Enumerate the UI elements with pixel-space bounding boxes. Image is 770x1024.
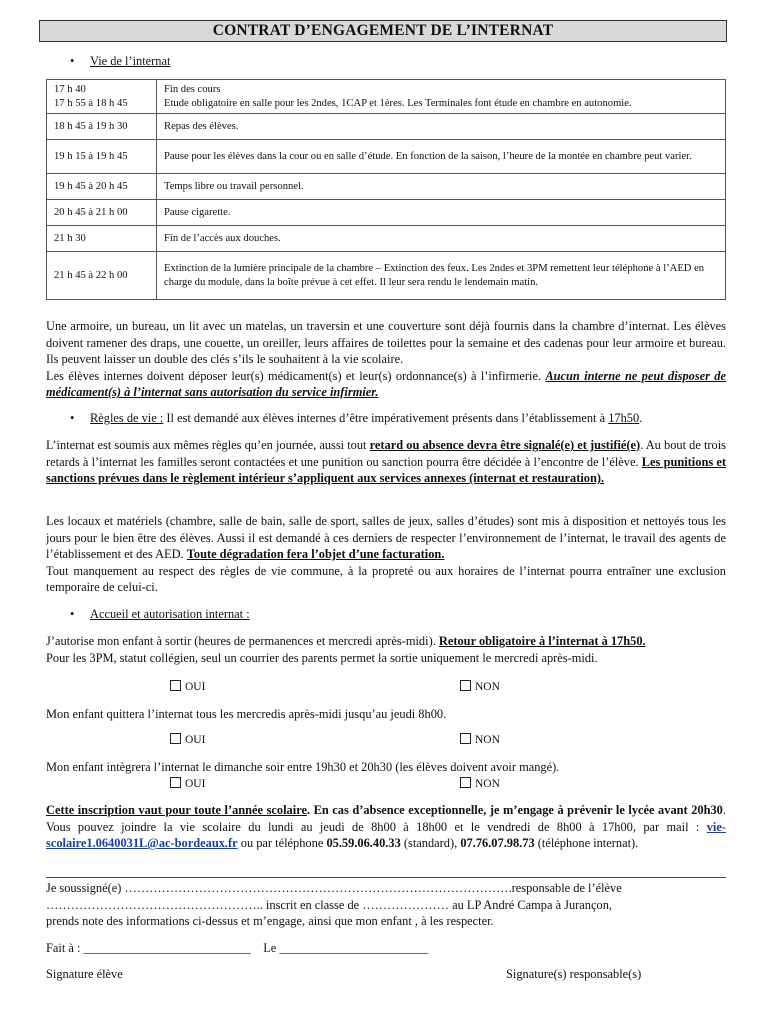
checkbox-icon[interactable] [460,680,471,691]
schedule-time: 19 h 15 à 19 h 45 [47,140,157,174]
checkbox-icon[interactable] [170,680,181,691]
schedule-time: 20 h 45 à 21 h 00 [47,200,157,226]
schedule-description: Fin de l’accès aux douches. [157,226,726,252]
schedule-description: Fin des cours Etude obligatoire en salle pour les 2ndes, 1CAP et 1ères. Les Terminales font étude en chambre en autonomie. [157,80,726,114]
paragraph-retards: L’internat est soumis aux mêmes règles qu’en journée, aussi tout retard ou absence devra être signalé(e) et justifié(e). Au bout de trois retards à l’internat les familles seront contactées et une punition ou sanction pourra être décidée à l’encontre de l’élève. Les punitions et sanctions prévues dans le règlement intérieur s’appliquent aux services annexes (internat et restauration). [46,438,727,486]
paragraph-inscription: Cette inscription vaut pour toute l’année scolaire. En cas d’absence exceptionnelle, je m’engage à prévenir le lycée avant 20h30. Vous pouvez joindre la vie scolaire du lundi au jeudi de 8h00 à 18h00 et le vendredi de 8h00 à 17h00, par mail : vie-scolaire1.0640031L@ac-bordeaux.fr ou par téléphone 05.59.06.40.33 (standard), 07.76.07.98.73 (téléphone internat). [46,803,726,851]
signature-responsables: Signature(s) responsable(s) [506,967,642,981]
table-row [47,252,726,300]
page-title: CONTRAT D’ENGAGEMENT DE L’INTERNAT [39,20,727,42]
table-row [47,80,726,114]
schedule-time: 17 h 40 17 h 55 à 18 h 45 [47,80,157,114]
schedule-description: Pause cigarette. [157,200,726,226]
fait-field[interactable]: Fait à : ___________________________ [46,941,251,955]
signature-statement: Je soussigné(e) ………………………………………………………………………………….responsable de l’élève …………………………………………….. inscrit en classe de ………………… au LP André Campa à Jurançon, prends note des informations ci-dessus et m’engage, ainsi que mon enfant , à les respecter. [46,881,622,929]
table-row [47,174,726,200]
table-row [47,140,726,174]
schedule-time: 21 h 30 [47,226,157,252]
q1-oui-checkbox[interactable]: OUI [170,679,205,696]
paragraph-locaux: Les locaux et matériels (chambre, salle de bain, salle de sport, salles de jeux, salles d’études) sont mis à disposition et nettoyés tous les jours pour le bien être des élèves. Aussi il est demandé à ces derniers de respecter l’environnement de l’internat, le travail des agents de l’établissement et des AED. Toute dégradation fera l’objet d’une facturation. Tout manquement au respect des règles de vie commune, à la propreté ou aux horaires de l’internat pourra entraîner une exclusion temporaire de celui-ci. [46,514,726,595]
q3-non-checkbox[interactable]: NON [460,776,500,793]
signature-eleve: Signature élève [46,967,123,981]
q1-non-checkbox[interactable]: NON [460,679,500,696]
checkbox-icon[interactable] [170,777,181,788]
table-row [47,114,726,140]
table-row [47,200,726,226]
question-mercredi: Mon enfant quittera l’internat tous les mercredis après-midi jusqu’au jeudi 8h00. [46,707,447,721]
table-row [47,226,726,252]
schedule-description: Pause pour les élèves dans la cour ou en salle d’étude. En fonction de la saison, l’heure de la montée en chambre peut varier. [157,140,726,174]
fait-le-line[interactable] [46,940,726,957]
checkbox-icon[interactable] [170,733,181,744]
schedule-description: Repas des élèves. [157,114,726,140]
schedule-table [46,79,726,300]
question-dimanche: Mon enfant intègrera l’internat le dimanche soir entre 19h30 et 20h30 (les élèves doivent avoir mangé). [46,760,560,774]
checkbox-icon[interactable] [460,733,471,744]
schedule-description: Temps libre ou travail personnel. [157,174,726,200]
q3-oui-checkbox[interactable]: OUI [170,776,205,793]
section-accueil: • Accueil et autorisation internat : [70,607,250,621]
checkbox-icon[interactable] [460,777,471,788]
schedule-time: 19 h 45 à 20 h 45 [47,174,157,200]
paragraph-furniture: Une armoire, un bureau, un lit avec un matelas, un traversin et une couverture sont déjà fournis dans la chambre d’internat. Les élèves doivent ramener des draps, une couette, un oreiller, leurs affaires de toilettes pour la semaine et des cadenas pour leur armoire et bureau. Ils peuvent laisser un double des clés s’ils le souhaitent à la vie scolaire. Les élèves internes doivent déposer leur(s) médicament(s) et leur(s) ordonnance(s) à l’infirmerie. Aucun interne ne peut disposer de médicament(s) à l’internat sans autorisation du service infirmier. [46,319,726,400]
section-regles-vie: • Règles de vie : Il est demandé aux élèves internes d’être impérativement présents dans l’établissement à 17h50. [70,411,643,425]
divider [46,877,726,878]
q2-oui-checkbox[interactable]: OUI [170,732,205,749]
email-link[interactable]: vie-scolaire1.0640031L@ac-bordeaux.fr [46,819,726,851]
schedule-time: 21 h 45 à 22 h 00 [47,252,157,300]
schedule-description: Extinction de la lumière principale de la chambre – Extinction des feux. Les 2ndes et 3PM remettent leur téléphone à l’AED en charge du module, dans la boîte prévue à cet effet. Il leur sera rendu le lendemain matin. [157,252,726,300]
q2-non-checkbox[interactable]: NON [460,732,500,749]
date-field[interactable]: Le ________________________ [263,941,429,955]
question-sortie: J’autorise mon enfant à sortir (heures de permanences et mercredi après-midi). Retour obligatoire à l’internat à 17h50. Pour les 3PM, statut collégien, seul un courrier des parents permet la sortie uniquement le mercredi après-midi. [46,634,646,665]
schedule-time: 18 h 45 à 19 h 30 [47,114,157,140]
section-heading: Vie de l’internat [90,54,171,68]
section-vie-internat: • Vie de l’internat [70,54,171,68]
